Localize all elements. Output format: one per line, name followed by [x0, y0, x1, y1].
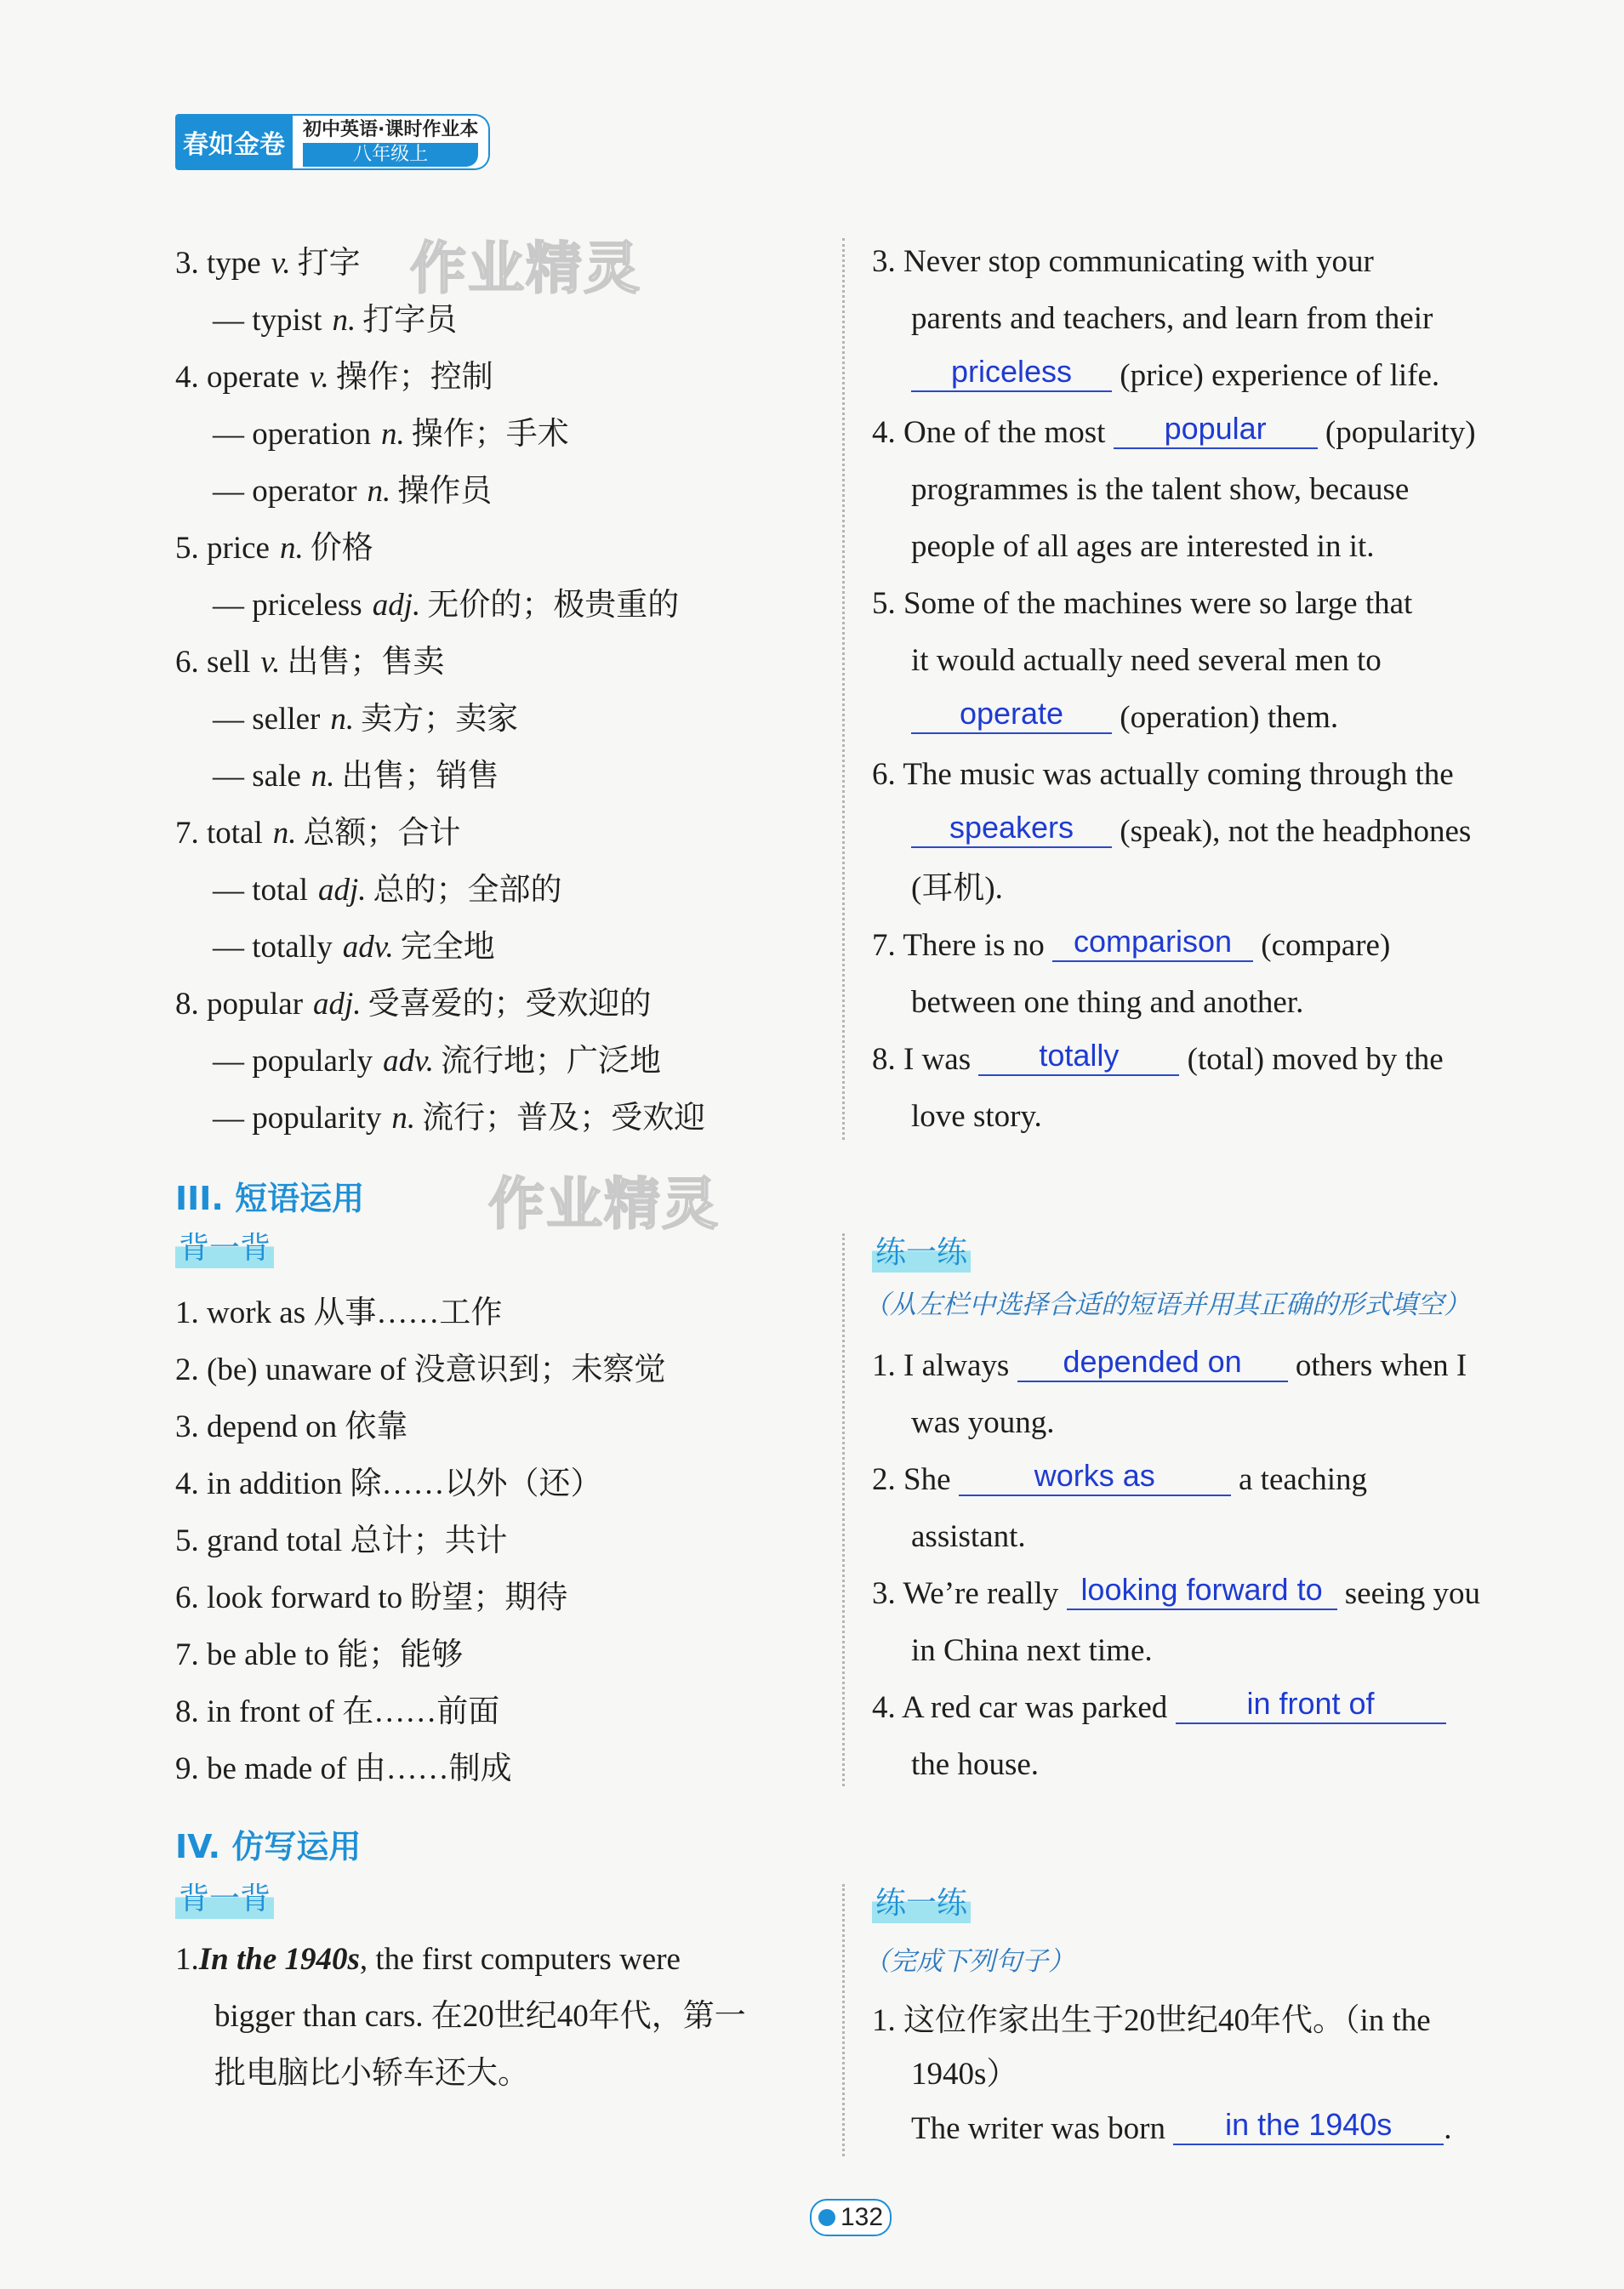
phrase-item: 2. (be) unaware of 没意识到；未察觉: [175, 1352, 666, 1387]
column-divider: [842, 1884, 845, 2156]
entry-word: — typist: [213, 303, 322, 338]
page-number: [810, 2199, 892, 2236]
example-emphasis: In the 1940s: [198, 1942, 360, 1977]
entry-word: popular: [207, 987, 304, 1022]
part-of-speech: n.: [380, 417, 405, 452]
watermark: 作业精灵: [410, 236, 641, 301]
chinese-meaning: 总的；全部的: [373, 873, 562, 908]
chinese-meaning: 价格: [310, 531, 373, 566]
exercise-line: [872, 1337, 1527, 1394]
sentence-exercise: [872, 1992, 1527, 2157]
phrase-item: 4. in addition 除……以外（还）: [175, 1466, 602, 1501]
phrase-item: 3. depend on 依靠: [175, 1409, 408, 1444]
word-entry: [175, 634, 822, 691]
chinese-meaning: 出售；销售: [341, 759, 499, 794]
word-exercises: [872, 233, 1527, 1145]
exercise-line: 3. Never stop communicating with your: [872, 244, 1374, 279]
exercise-text: (speak), not the headphones: [1120, 814, 1472, 849]
word-derivative: [175, 919, 822, 976]
word-derivative: [175, 577, 822, 634]
tag-memorize: 背一背: [175, 1229, 274, 1268]
entry-word: — popularity: [213, 1101, 382, 1136]
exercise-line: [872, 404, 1527, 461]
exercise-line: 6. The music was actually coming through the: [872, 757, 1454, 792]
exercise-text: (compare): [1261, 928, 1391, 963]
exercise-line: the house.: [911, 1747, 1040, 1782]
exercise-text: others when I: [1295, 1348, 1467, 1383]
series-title: 初中英语·课时作业本: [303, 119, 479, 140]
exercise-text: 4. One of the most: [872, 415, 1106, 450]
exercise-line: [872, 689, 1527, 746]
entry-word: total: [207, 816, 263, 851]
answer-blank[interactable]: operate: [911, 695, 1112, 734]
exercise-text: a teaching: [1239, 1462, 1367, 1497]
part-of-speech: v.: [271, 246, 291, 281]
word-list: [175, 235, 822, 1147]
chinese-meaning: 操作；手术: [411, 417, 569, 452]
part-of-speech: adj.: [313, 987, 362, 1022]
word-entry: [175, 235, 822, 292]
entry-number: 6.: [175, 645, 199, 680]
entry-word: price: [207, 531, 270, 566]
entry-word: sell: [207, 645, 251, 680]
exercise-line: 1940s）: [911, 2057, 1018, 2092]
exercise-line: [872, 917, 1527, 974]
answer-blank[interactable]: totally: [978, 1037, 1179, 1076]
exercise-line: love story.: [911, 1099, 1042, 1134]
entry-word: — operation: [213, 417, 371, 452]
entry-word: operate: [207, 360, 299, 395]
column-divider: [842, 1233, 845, 1786]
exercise-text: 3. We’re really: [872, 1576, 1059, 1611]
phrase-item: 1. work as 从事……工作: [175, 1295, 503, 1330]
answer-blank[interactable]: popular: [1114, 410, 1318, 449]
entry-word: — seller: [213, 702, 321, 737]
part-of-speech: v.: [309, 360, 329, 395]
word-derivative: [175, 406, 822, 463]
chinese-meaning: 流行；普及；受欢迎: [422, 1101, 706, 1136]
part-of-speech: adj.: [318, 873, 367, 908]
exercise-line: programmes is the talent show, because: [911, 472, 1410, 507]
chinese-meaning: 操作；控制: [335, 360, 493, 395]
section-title: IV. 仿写运用: [175, 1828, 362, 1865]
column-divider: [842, 238, 845, 1140]
word-derivative: [175, 463, 822, 520]
answer-blank[interactable]: comparison: [1052, 923, 1253, 962]
exercise-line: was young.: [911, 1405, 1055, 1440]
answer-blank[interactable]: priceless: [911, 353, 1112, 392]
entry-word: — priceless: [213, 588, 362, 623]
example-sentence: [175, 1931, 822, 2102]
part-of-speech: n.: [332, 303, 356, 338]
word-entry: [175, 976, 822, 1033]
word-derivative: [175, 292, 822, 349]
word-entry: [175, 520, 822, 577]
exercise-text: 7. There is no: [872, 928, 1045, 963]
chinese-meaning: 完全地: [400, 930, 495, 965]
part-of-speech: adv.: [342, 930, 394, 965]
example-line: 批电脑比小轿车还大。: [214, 2056, 529, 2091]
word-entry: [175, 349, 822, 406]
phrase-item: 5. grand total 总计；共计: [175, 1523, 508, 1558]
part-of-speech: n.: [279, 531, 304, 566]
exercise-text: 1. I always: [872, 1348, 1010, 1383]
example-text: , the first computers were: [359, 1942, 681, 1977]
chinese-meaning: 打字: [297, 246, 361, 281]
entry-number: 5.: [175, 531, 199, 566]
exercise-text: (total) moved by the: [1187, 1042, 1444, 1077]
example-line: bigger than cars. 在20世纪40年代，第一: [214, 1999, 746, 2034]
part-of-speech: n.: [311, 759, 335, 794]
exercise-line: (耳机).: [911, 871, 1003, 906]
exercise-text: 4. A red car was parked: [872, 1690, 1168, 1725]
exercise-line: in China next time.: [911, 1633, 1153, 1668]
exercise-line: [872, 1679, 1527, 1736]
exercise-text: 8. I was: [872, 1042, 972, 1077]
word-derivative: [175, 862, 822, 919]
book-header: [175, 114, 490, 170]
word-derivative: [175, 748, 822, 805]
exercise-line: parents and teachers, and learn from their: [911, 301, 1433, 336]
part-of-speech: n.: [330, 702, 355, 737]
exercise-line: 1. 这位作家出生于20世纪40年代。（in the: [872, 2003, 1431, 2038]
entry-number: 4.: [175, 360, 199, 395]
entry-word: type: [207, 246, 261, 281]
word-entry: [175, 805, 822, 862]
tag-memorize: 背一背: [175, 1880, 274, 1919]
example-line: [175, 1931, 822, 1988]
exercise-line: it would actually need several men to: [911, 643, 1382, 678]
chinese-meaning: 流行地；广泛地: [441, 1044, 661, 1079]
exercise-line: [872, 1565, 1527, 1622]
word-derivative: [175, 1090, 822, 1147]
page-number-text: 132: [840, 2203, 884, 2231]
exercise-text: (popularity): [1325, 415, 1476, 450]
watermark: 作业精灵: [488, 1171, 720, 1237]
chinese-meaning: 出售；售卖: [287, 645, 445, 680]
example-number: 1.: [175, 1942, 199, 1977]
answer-blank[interactable]: depended on: [1017, 1343, 1288, 1382]
exercise-line: [872, 1031, 1527, 1088]
exercise-line: [872, 347, 1527, 404]
exercise-text: 2. She: [872, 1462, 951, 1497]
entry-number: 7.: [175, 816, 199, 851]
word-derivative: [175, 691, 822, 748]
phrase-list: [175, 1284, 822, 1797]
chinese-meaning: 受喜爱的；受欢迎的: [368, 987, 652, 1022]
entry-number: 3.: [175, 246, 199, 281]
chinese-meaning: 无价的；极贵重的: [427, 588, 680, 623]
phrase-item: 7. be able to 能；能够: [175, 1637, 464, 1672]
part-of-speech: v.: [260, 645, 281, 680]
instruction: （完成下列句子）: [863, 1946, 1074, 1977]
phrase-item: 9. be made of 由……制成: [175, 1751, 512, 1786]
tag-practice: 练一练: [872, 1233, 971, 1273]
exercise-text: (operation) them.: [1120, 700, 1339, 735]
entry-number: 8.: [175, 987, 199, 1022]
exercise-text: .: [1444, 2111, 1452, 2146]
brand-logo-text: 春如金卷: [183, 130, 285, 160]
part-of-speech: n.: [391, 1101, 416, 1136]
part-of-speech: adv.: [383, 1044, 434, 1079]
entry-word: — totally: [213, 930, 333, 965]
chinese-meaning: 卖方；卖家: [361, 702, 519, 737]
part-of-speech: n.: [367, 474, 391, 509]
part-of-speech: adj.: [372, 588, 421, 623]
exercise-line: 5. Some of the machines were so large that: [872, 586, 1413, 621]
entry-word: — operator: [213, 474, 357, 509]
exercise-line: [872, 803, 1527, 860]
exercise-line: [872, 1451, 1527, 1508]
chinese-meaning: 总额；合计: [303, 816, 461, 851]
exercise-line: [872, 2100, 1527, 2157]
entry-word: — total: [213, 873, 309, 908]
exercise-line: people of all ages are interested in it.: [911, 529, 1375, 564]
phrase-item: 6. look forward to 盼望；期待: [175, 1580, 568, 1615]
phrase-item: 8. in front of 在……前面: [175, 1694, 500, 1729]
brand-logo: [175, 114, 293, 170]
answer-blank[interactable]: works as: [959, 1457, 1231, 1496]
answer-blank[interactable]: speakers: [911, 809, 1112, 848]
exercise-line: assistant.: [911, 1519, 1026, 1554]
book-title-box: [293, 114, 490, 170]
exercise-text: (price) experience of life.: [1120, 358, 1440, 393]
answer-blank[interactable]: in front of: [1176, 1685, 1446, 1724]
exercise-text: seeing you: [1344, 1576, 1481, 1611]
word-derivative: [175, 1033, 822, 1090]
chinese-meaning: 操作员: [397, 474, 493, 509]
answer-blank[interactable]: looking forward to: [1067, 1571, 1337, 1610]
tag-practice: 练一练: [872, 1884, 971, 1923]
part-of-speech: n.: [272, 816, 297, 851]
exercise-text: The writer was born: [911, 2111, 1165, 2146]
exercise-line: between one thing and another.: [911, 985, 1304, 1020]
instruction: （从左栏中选择合适的短语并用其正确的形式填空）: [863, 1290, 1470, 1320]
page-dot-icon: [818, 2209, 835, 2226]
section-title: III. 短语运用: [175, 1180, 365, 1217]
entry-word: — popularly: [213, 1044, 373, 1079]
grade-label: 八年级上: [303, 143, 478, 167]
answer-blank[interactable]: in the 1940s: [1173, 2106, 1444, 2145]
entry-word: — sale: [213, 759, 301, 794]
phrase-exercises: [872, 1337, 1527, 1793]
chinese-meaning: 打字员: [362, 303, 458, 338]
